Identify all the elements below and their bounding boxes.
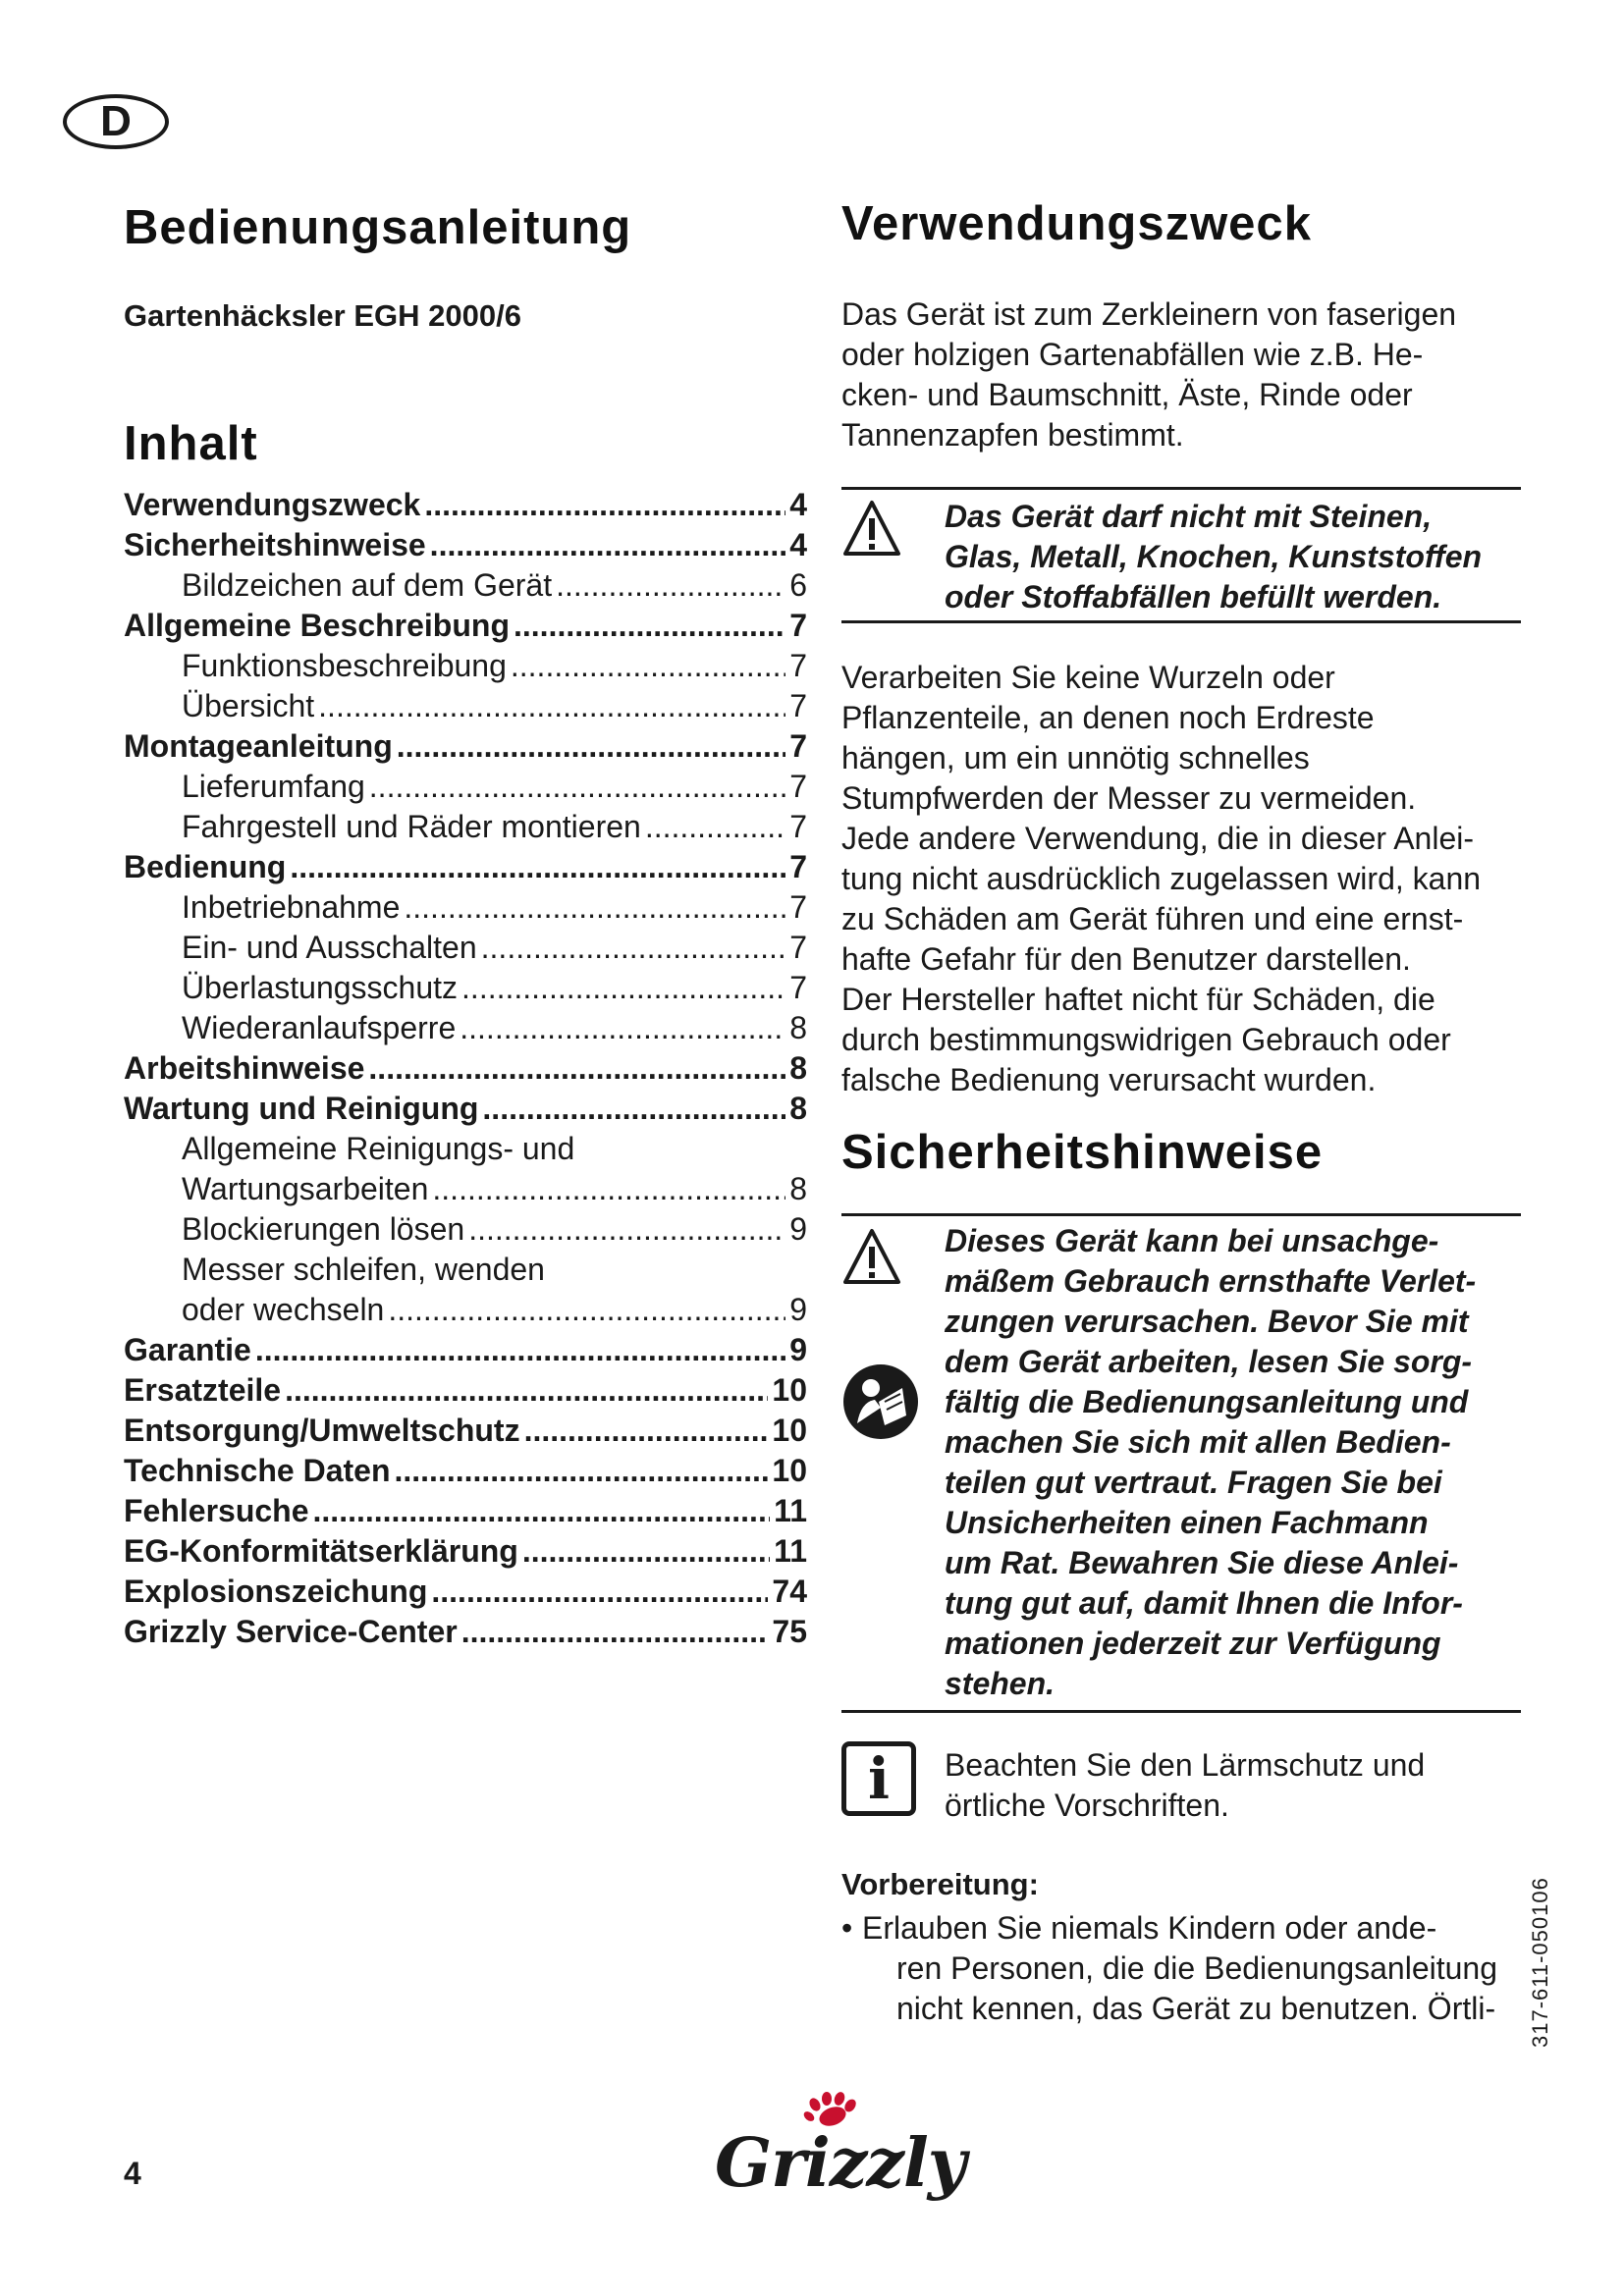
toc-leader-dots [468, 1211, 785, 1248]
warning-triangle-icon [841, 499, 902, 558]
toc-row [124, 1574, 807, 1614]
toc-label: Ein- und Ausschalten [182, 930, 477, 965]
purpose-text: Das Gerät ist zum Zerkleinern von faserigen oder holzigen Gartenabfällen wie z.B. He- cken- und Baumschnitt, Äste, Rinde oder Tannenzapfen bestimmt. [841, 296, 1457, 453]
document-code: 317-611-050106 [1528, 1877, 1552, 2048]
toc-leader-dots [461, 970, 785, 1006]
toc-page-number: 6 [789, 567, 807, 603]
toc-page-number: 7 [789, 889, 807, 925]
toc-page-number: 4 [789, 487, 807, 522]
toc-leader-dots [313, 1493, 771, 1529]
toc-label: Wartungsarbeiten [182, 1171, 429, 1206]
toc-row [124, 1211, 807, 1252]
toc-label: Technische Daten [124, 1453, 391, 1488]
toc-label: Übersicht [182, 688, 315, 723]
toc-page-number: 74 [772, 1574, 807, 1609]
toc-row [124, 1413, 807, 1453]
warning-safety-text: Dieses Gerät kann bei unsachge- mäßem Gebrauch ernsthafte Verlet- zungen verursachen. Bevor Sie mit dem Gerät arbeiten, lesen Sie sorg- fältig die Bedienungsanleitung und machen Sie sich mit allen Bedien- teilen gut vertraut. Fragen Sie bei Unsicherheiten einen Fachmann um Rat. Bewahren Sie diese Anlei- tung gut auf, damit Ihnen die Infor- mationen jederzeit zur Verfügung stehen. [945, 1223, 1477, 1701]
toc-page-number: 7 [789, 688, 807, 723]
toc-label: Sicherheitshinweise [124, 527, 426, 562]
toc-row [124, 567, 807, 608]
toc-leader-dots [404, 889, 785, 926]
toc-label: Bedienung [124, 849, 287, 884]
toc-row [124, 889, 807, 930]
toc-row [124, 688, 807, 728]
toc-leader-dots [255, 1332, 785, 1368]
bullet: • [841, 1910, 853, 1946]
toc-row [124, 608, 807, 648]
toc-leader-dots [511, 648, 785, 684]
toc-label: Lieferumfang [182, 769, 365, 804]
toc-row [124, 1131, 807, 1171]
toc-row [124, 970, 807, 1010]
toc-row [124, 648, 807, 688]
toc-row [124, 809, 807, 849]
toc-label: Überlastungsschutz [182, 970, 459, 1005]
toc-leader-dots [514, 608, 785, 644]
preparation-heading: Vorbereitung: [841, 1867, 1039, 1901]
toc-label: Fahrgestell und Räder montieren [182, 809, 641, 844]
safety-heading: Sicherheitshinweise [841, 1126, 1324, 1179]
toc-row [124, 728, 807, 769]
toc-leader-dots [369, 769, 785, 805]
toc-leader-dots [522, 1533, 770, 1570]
toc-row [124, 1091, 807, 1131]
toc-label: Montageanleitung [124, 728, 393, 764]
info-text: Beachten Sie den Lärmschutz und örtliche Vorschriften. [945, 1747, 1426, 1823]
toc-page-number: 11 [774, 1533, 807, 1569]
toc-leader-dots [430, 527, 786, 563]
toc-page-number: 7 [789, 608, 807, 643]
toc-page-number: 10 [772, 1413, 807, 1448]
toc-label: Explosionszeichung [124, 1574, 428, 1609]
toc-label: Arbeitshinweise [124, 1050, 365, 1086]
toc-row [124, 527, 807, 567]
toc-leader-dots [424, 487, 785, 523]
usage-text: Verarbeiten Sie keine Wurzeln oder Pflanzenteile, an denen noch Erdreste hängen, um ein unnötig schnelles Stumpfwerden der Messer zu vermeiden. Jede andere Verwendung, die in dieser Anlei- tung nicht ausdrücklich zugelassen wird, kann zu Schäden am Gerät führen und eine ernst- hafte Gefahr für den Benutzer darstellen. Der Hersteller haftet nicht für Schäden, die durch bestimmungswidrigen Gebrauch oder falsche Bedienung verursacht wurden. [841, 660, 1482, 1097]
toc-leader-dots [388, 1292, 785, 1328]
toc-row [124, 1372, 807, 1413]
toc-label: Allgemeine Reinigungs- und [182, 1131, 575, 1166]
divider [841, 1213, 1521, 1216]
toc-leader-dots [318, 688, 785, 724]
toc-row [124, 1614, 807, 1654]
toc-row [124, 849, 807, 889]
toc-leader-dots [431, 1574, 768, 1610]
toc-leader-dots [645, 809, 785, 845]
toc-page-number: 7 [789, 648, 807, 683]
toc-row [124, 1171, 807, 1211]
toc-leader-dots [461, 1614, 769, 1650]
toc-leader-dots [368, 1050, 785, 1087]
divider [841, 1710, 1521, 1713]
toc-leader-dots [482, 1091, 785, 1127]
toc-page-number: 7 [789, 809, 807, 844]
toc-row [124, 1252, 807, 1292]
toc-leader-dots [556, 567, 785, 604]
toc-page-number: 11 [774, 1493, 807, 1528]
toc-page-number: 75 [772, 1614, 807, 1649]
toc-page-number: 9 [789, 1211, 807, 1247]
toc-page-number: 7 [789, 849, 807, 884]
toc-page-number: 10 [772, 1453, 807, 1488]
toc-row [124, 1493, 807, 1533]
toc-page-number: 8 [789, 1091, 807, 1126]
page-number: 4 [124, 2156, 141, 2191]
toc-leader-dots [460, 1010, 785, 1046]
toc-page-number: 9 [789, 1292, 807, 1327]
toc-heading: Inhalt [124, 417, 258, 470]
toc-page-number: 8 [789, 1010, 807, 1045]
toc-row [124, 1292, 807, 1332]
warning-material-text: Das Gerät darf nicht mit Steinen, Glas, Metall, Knochen, Kunststoffen oder Stoffabfällen befüllt werden. [945, 499, 1483, 614]
toc-row [124, 487, 807, 527]
language-badge: D [63, 94, 169, 149]
logo-text: Grizzly [715, 2124, 966, 2203]
toc-label: Garantie [124, 1332, 251, 1367]
toc-label: Allgemeine Beschreibung [124, 608, 510, 643]
toc-label: Inbetriebnahme [182, 889, 401, 925]
toc-page-number: 8 [789, 1171, 807, 1206]
warning-triangle-icon [841, 1227, 902, 1286]
toc-page-number: 8 [789, 1050, 807, 1086]
toc-page-number: 7 [789, 769, 807, 804]
toc-label: Fehlersuche [124, 1493, 309, 1528]
toc-row [124, 1453, 807, 1493]
toc-row [124, 930, 807, 970]
toc-row [124, 1010, 807, 1050]
toc-page-number: 7 [789, 970, 807, 1005]
toc-page-number: 7 [789, 728, 807, 764]
toc-leader-dots [397, 728, 785, 765]
toc-leader-dots [524, 1413, 769, 1449]
toc-label: Wartung und Reinigung [124, 1091, 479, 1126]
toc-label: Funktionsbeschreibung [182, 648, 507, 683]
table-of-contents [124, 487, 807, 1654]
page-title: Bedienungsanleitung [124, 201, 632, 254]
toc-page-number: 9 [789, 1332, 807, 1367]
read-manual-icon [841, 1362, 920, 1441]
toc-label: Wiederanlaufsperre [182, 1010, 457, 1045]
toc-leader-dots [285, 1372, 768, 1409]
info-icon: i [841, 1741, 916, 1816]
toc-page-number: 4 [789, 527, 807, 562]
divider [841, 620, 1521, 623]
toc-page-number: 10 [772, 1372, 807, 1408]
preparation-text: Erlauben Sie niemals Kindern oder ande- ren Personen, die die Bedienungsanleitung nicht kennen, das Gerät zu benutzen. Örtli- [862, 1910, 1498, 2026]
toc-label: Messer schleifen, wenden [182, 1252, 545, 1287]
toc-label: Verwendungszweck [124, 487, 421, 522]
toc-leader-dots [432, 1171, 785, 1207]
toc-row [124, 1050, 807, 1091]
toc-label: Entsorgung/Umweltschutz [124, 1413, 520, 1448]
toc-label: Ersatzteile [124, 1372, 282, 1408]
toc-label: oder wechseln [182, 1292, 385, 1327]
toc-label: Grizzly Service-Center [124, 1614, 458, 1649]
grizzly-logo [715, 2091, 966, 2209]
toc-leader-dots [394, 1453, 768, 1489]
toc-leader-dots [481, 930, 786, 966]
divider [841, 487, 1521, 490]
toc-row [124, 1533, 807, 1574]
toc-label: EG-Konformitätserklärung [124, 1533, 518, 1569]
toc-label: Bildzeichen auf dem Gerät [182, 567, 553, 603]
product-name: Gartenhäcksler EGH 2000/6 [124, 298, 521, 333]
toc-page-number: 7 [789, 930, 807, 965]
toc-row [124, 1332, 807, 1372]
toc-leader-dots [290, 849, 785, 885]
purpose-heading: Verwendungszweck [841, 197, 1312, 250]
toc-row [124, 769, 807, 809]
toc-label: Blockierungen lösen [182, 1211, 465, 1247]
